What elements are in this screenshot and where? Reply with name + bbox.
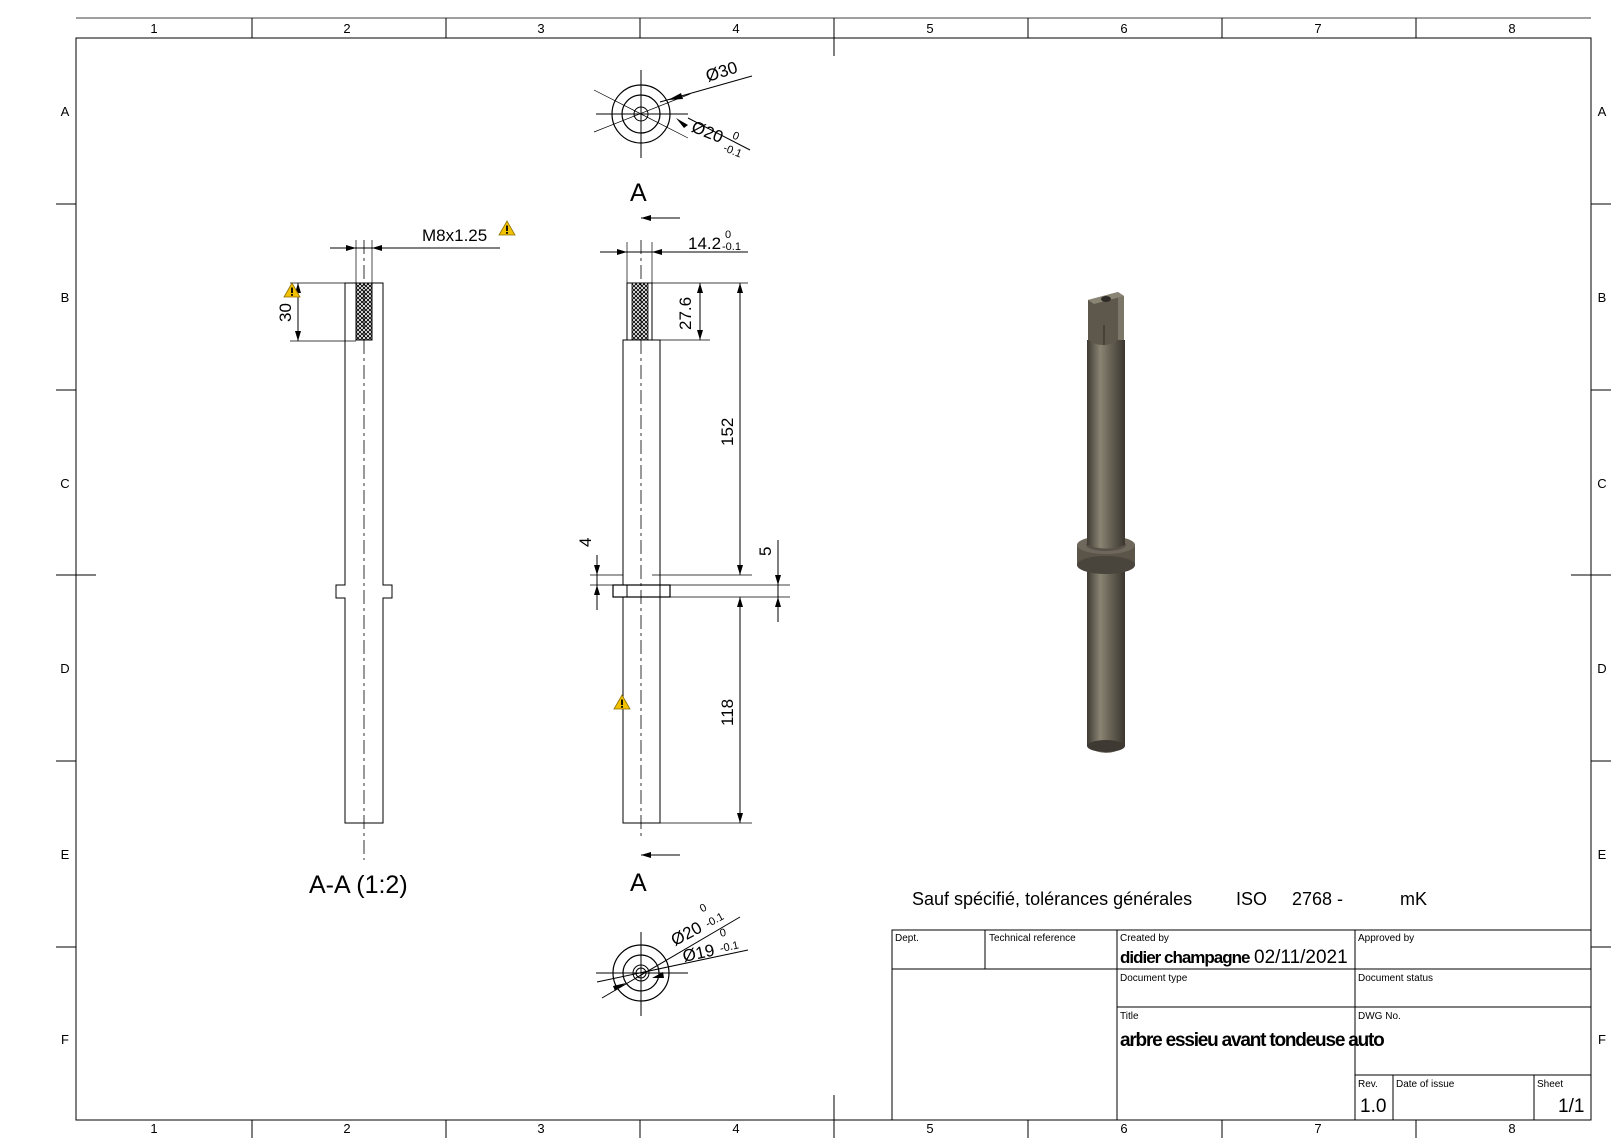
- col-label-1: 1: [150, 21, 158, 36]
- sheet-label: Sheet: [1537, 1079, 1564, 1090]
- col-label-7-bottom: 7: [1314, 1121, 1322, 1136]
- row-label-e-right: E: [1597, 847, 1607, 862]
- col-label-7: 7: [1314, 21, 1322, 36]
- dim-thread-m8: M8x1.25: [422, 226, 488, 245]
- svg-text:Ø20: Ø20: [667, 917, 706, 950]
- cut-label-bottom: A: [630, 869, 647, 897]
- svg-text:ISO: ISO: [1236, 889, 1268, 909]
- col-label-4-bottom: 4: [732, 1121, 740, 1136]
- svg-text:-0.1: -0.1: [718, 939, 740, 956]
- title-label: Title: [1120, 1011, 1139, 1022]
- svg-text:mK: mK: [1400, 889, 1427, 909]
- dept-label: Dept.: [895, 933, 919, 944]
- document-status-label: Document status: [1358, 973, 1434, 984]
- isometric-shaft-view: [1077, 292, 1135, 753]
- section-view-label: A-A (1:2): [309, 871, 408, 899]
- rev-label: Rev.: [1358, 1079, 1378, 1090]
- svg-text:0: 0: [697, 901, 709, 916]
- section-view: [290, 240, 500, 860]
- tolerance-note: [912, 889, 1427, 909]
- row-label-c-right: C: [1597, 476, 1607, 491]
- document-type-label: Document type: [1120, 973, 1188, 984]
- column-labels-top: [150, 21, 1515, 36]
- sheet-border: [56, 18, 1611, 1138]
- technical-reference-label: Technical reference: [989, 933, 1076, 944]
- col-label-5: 5: [926, 21, 934, 36]
- col-label-6-bottom: 6: [1120, 1121, 1128, 1136]
- row-label-a: A: [60, 104, 70, 119]
- created-date: 02/11/2021: [1254, 947, 1348, 968]
- svg-text:Ø20: Ø20: [688, 117, 726, 147]
- approved-by-label: Approved by: [1358, 933, 1415, 944]
- col-label-6: 6: [1120, 21, 1128, 36]
- svg-text:-0.1: -0.1: [722, 241, 741, 253]
- cut-label-top: A: [630, 179, 647, 207]
- date-of-issue-label: Date of issue: [1396, 1079, 1455, 1090]
- dim-collar-offset: 4: [576, 537, 595, 547]
- dim-flat-width: [688, 229, 741, 253]
- row-label-f-right: F: [1598, 1032, 1606, 1047]
- title-value: arbre essieu avant tondeuse auto: [1120, 1030, 1384, 1051]
- col-label-3: 3: [537, 21, 545, 36]
- svg-text:0: 0: [725, 229, 732, 241]
- col-label-2-bottom: 2: [343, 1121, 351, 1136]
- column-labels-bottom: [150, 1121, 1515, 1136]
- col-label-8-bottom: 8: [1508, 1121, 1516, 1136]
- rev-value: 1.0: [1360, 1096, 1387, 1117]
- row-label-f: F: [61, 1032, 69, 1047]
- svg-text:Ø19: Ø19: [680, 940, 717, 966]
- dim-length-118: 118: [718, 698, 737, 726]
- col-label-5-bottom: 5: [926, 1121, 934, 1136]
- dim-flat-length: 27.6: [676, 296, 695, 330]
- dwg-no-label: DWG No.: [1358, 1011, 1401, 1022]
- warning-icon: [499, 221, 515, 235]
- svg-text:Sauf spécifié, tolérances gén: Sauf spécifié, tolérances générales: [912, 889, 1193, 909]
- svg-text:2768 -: 2768 -: [1292, 889, 1344, 909]
- dim-collar-thickness: 5: [756, 546, 775, 556]
- dim-thread-depth-30: 30: [276, 303, 295, 322]
- warning-icon: [614, 695, 630, 709]
- dim-diameter-30: Ø30: [703, 57, 740, 86]
- row-label-b-right: B: [1597, 290, 1607, 305]
- row-label-d: D: [60, 661, 70, 676]
- svg-text:0: 0: [718, 926, 728, 940]
- dim-length-152: 152: [718, 417, 737, 446]
- col-label-4: 4: [732, 21, 740, 36]
- row-label-b: B: [60, 290, 70, 305]
- col-label-1-bottom: 1: [150, 1121, 158, 1136]
- row-label-c: C: [60, 476, 70, 491]
- sheet-value: 1/1: [1558, 1096, 1585, 1117]
- dim-diameter-20-top: [687, 114, 749, 160]
- svg-text:-0.1: -0.1: [703, 910, 727, 931]
- svg-text:14.2: 14.2: [688, 234, 722, 253]
- row-label-a-right: A: [1597, 104, 1607, 119]
- svg-text:-0.1: -0.1: [721, 142, 744, 161]
- created-by-value: didier champagne: [1120, 948, 1250, 967]
- row-label-e: E: [60, 847, 70, 862]
- col-label-8: 8: [1508, 21, 1516, 36]
- row-label-d-right: D: [1597, 661, 1607, 676]
- created-by-label: Created by: [1120, 933, 1169, 944]
- svg-text:0: 0: [730, 129, 741, 144]
- col-label-2: 2: [343, 21, 351, 36]
- col-label-3-bottom: 3: [537, 1121, 545, 1136]
- dim-diameter-20-bottom: [663, 897, 727, 950]
